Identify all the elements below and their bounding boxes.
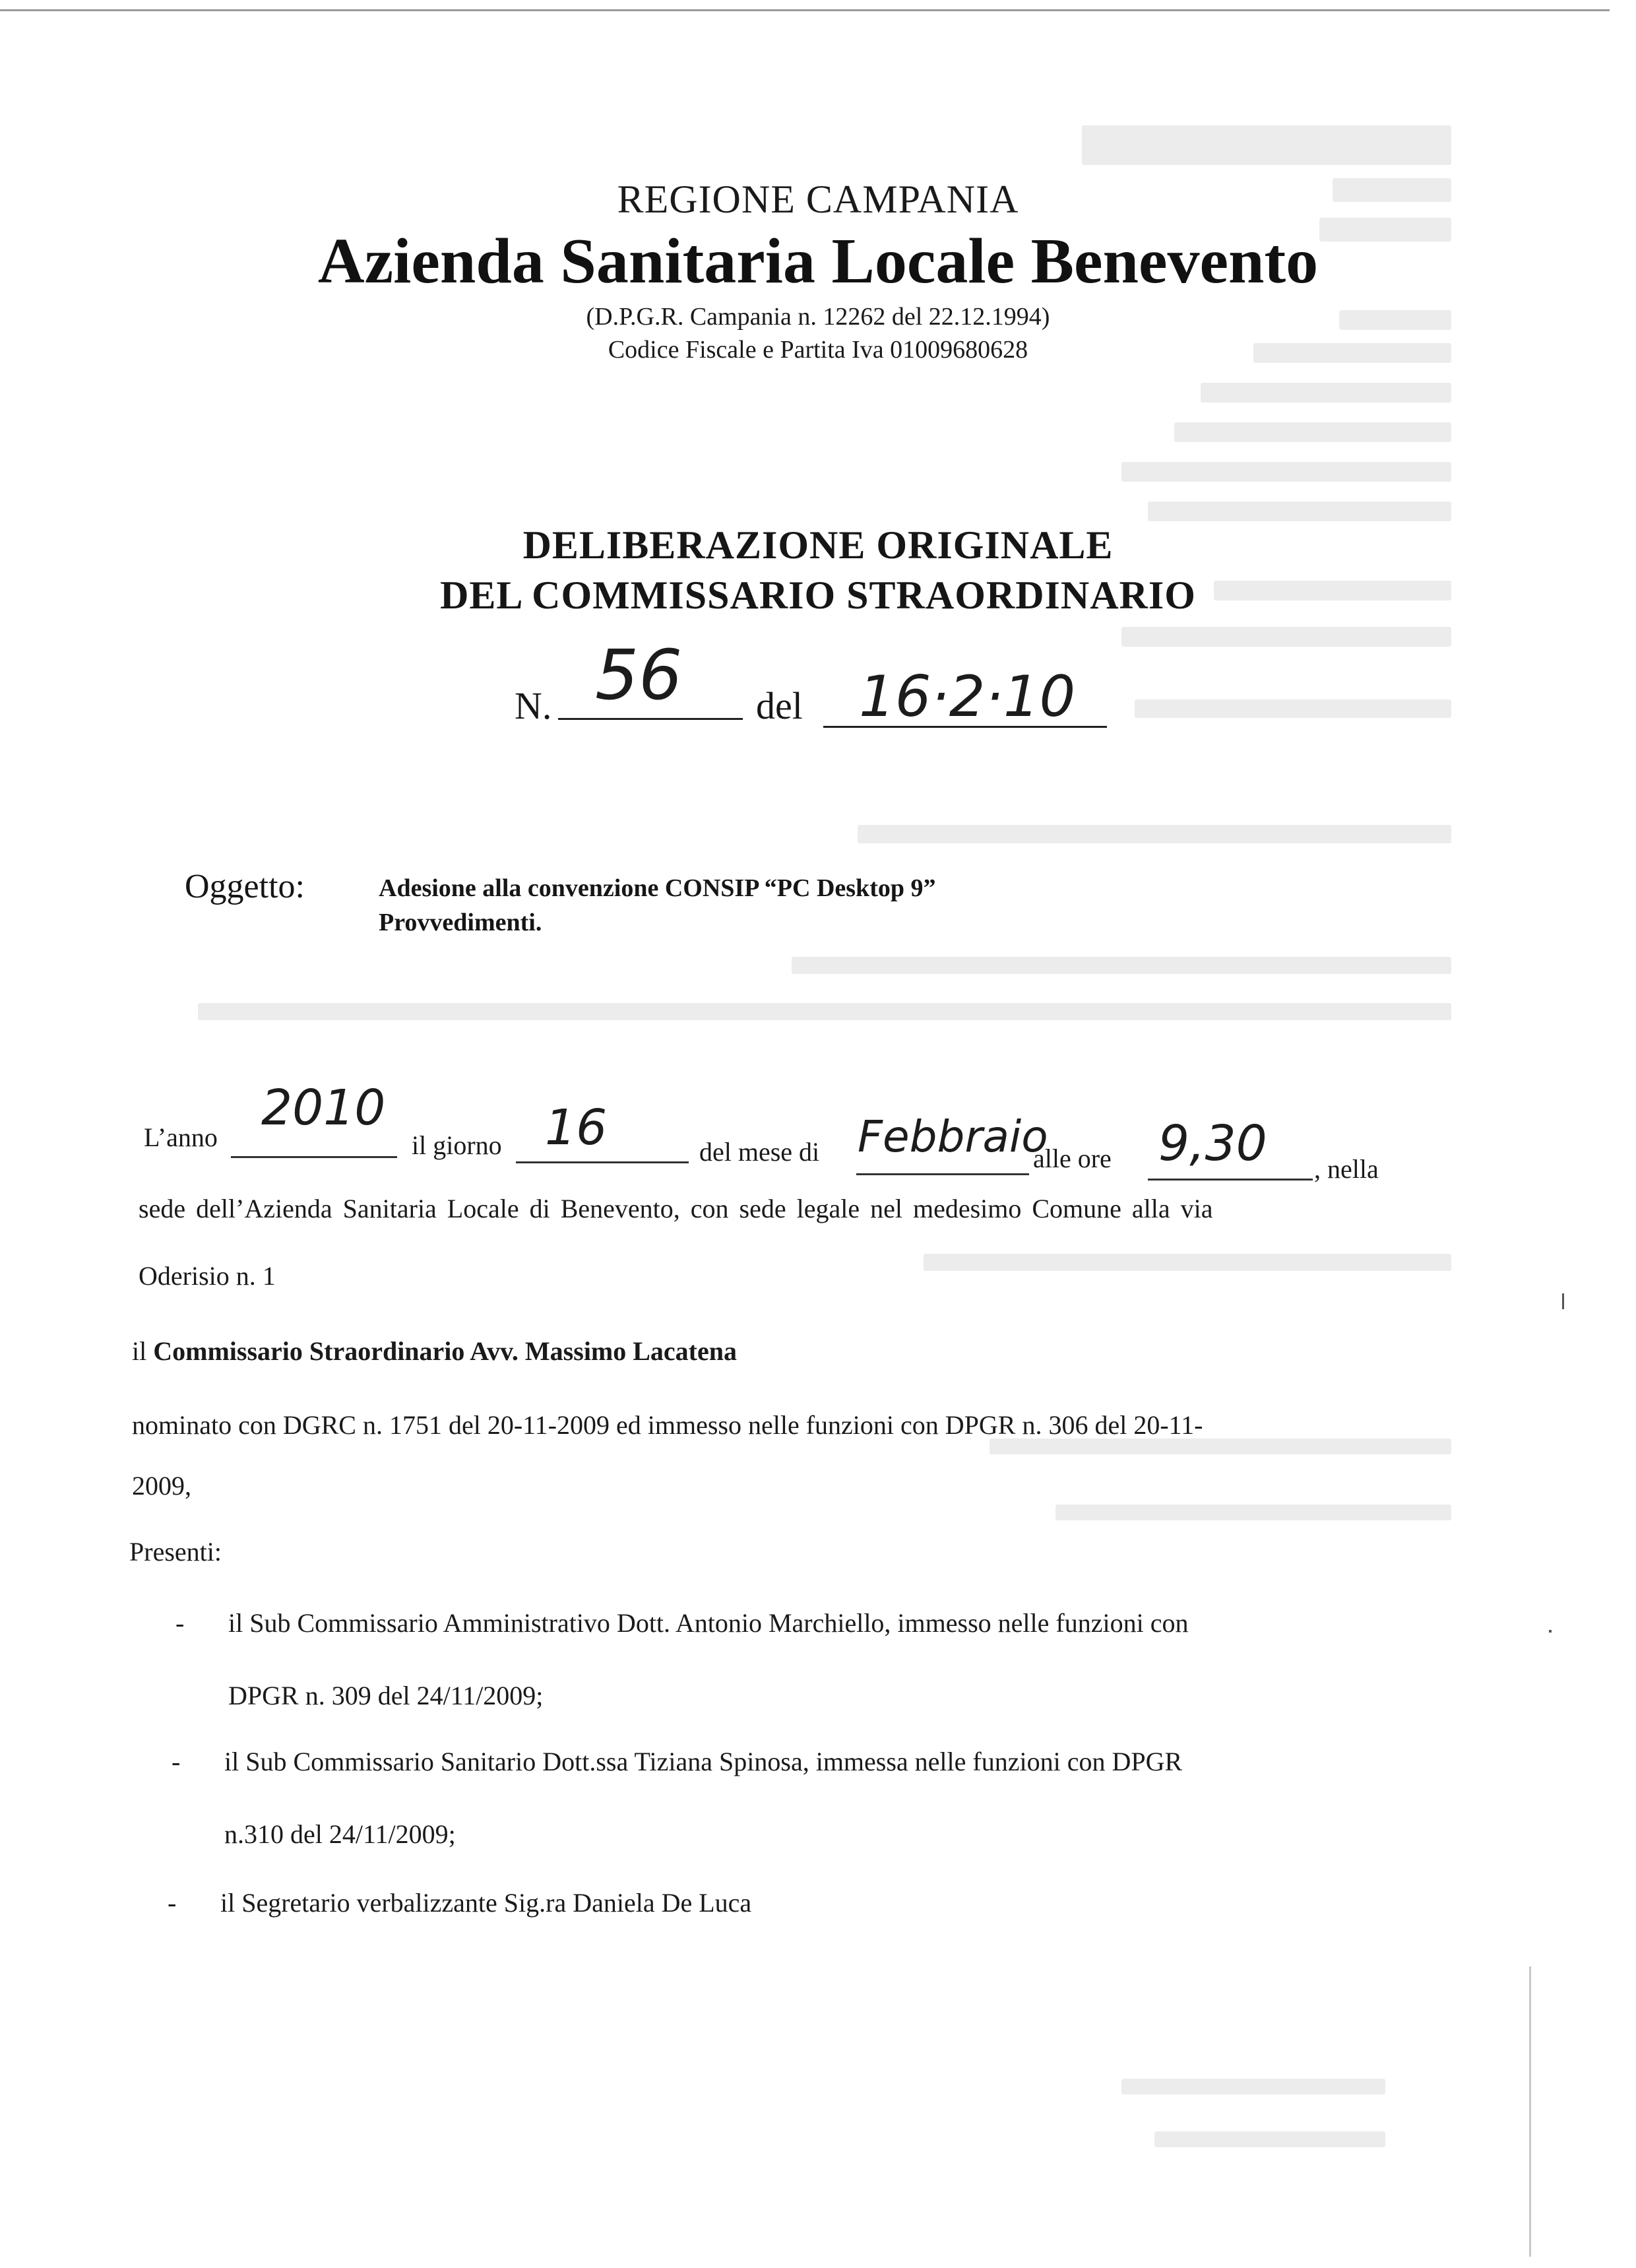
attendee-2-line1: il Sub Commissario Sanitario Dott.ssa Tiziana Spinosa, immessa nelle funzioni con DPGR bbox=[224, 1747, 1183, 1776]
year-blank-line bbox=[231, 1156, 397, 1158]
month-blank-line bbox=[856, 1173, 1029, 1175]
presenti-label: Presenti: bbox=[129, 1537, 222, 1567]
decree-reference: (D.P.G.R. Campania n. 12262 del 22.12.1994) bbox=[586, 303, 1050, 331]
number-blank-line bbox=[558, 718, 743, 720]
document-title-line2: DEL COMMISSARIO STRAORDINARIO bbox=[440, 573, 1196, 617]
attendee-3-line1: il Segretario verbalizzante Sig.ra Daniela De Luca bbox=[220, 1888, 752, 1918]
subject-line2: Provvedimenti. bbox=[379, 909, 542, 936]
handwritten-month: Febbraio bbox=[858, 1111, 1048, 1162]
subject-text bbox=[379, 871, 935, 940]
attendee-3-dash: - bbox=[168, 1888, 177, 1918]
nomination-line1: nominato con DGRC n. 1751 del 20-11-2009 ed immesso nelle funzioni con DPGR n. 306 del 20-11- bbox=[132, 1410, 1203, 1440]
attendee-2-line2: n.310 del 24/11/2009; bbox=[224, 1819, 456, 1849]
date-label: del bbox=[756, 684, 803, 727]
handwritten-hour: 9,30 bbox=[1158, 1115, 1267, 1172]
commissioner-line bbox=[132, 1336, 737, 1367]
attendee-1-dash: - bbox=[175, 1608, 185, 1638]
attendee-1-line2: DPGR n. 309 del 24/11/2009; bbox=[228, 1681, 544, 1710]
scan-edge-shadow bbox=[1529, 1966, 1531, 2257]
commissioner-prefix: il bbox=[132, 1336, 147, 1366]
address-line: Oderisio n. 1 bbox=[139, 1261, 276, 1291]
handwritten-year: 2010 bbox=[261, 1080, 386, 1136]
fiscal-code: Codice Fiscale e Partita Iva 01009680628 bbox=[608, 336, 1028, 364]
scan-edge-dot bbox=[1549, 1630, 1552, 1633]
handwritten-deliberation-date: 16·2·10 bbox=[859, 664, 1076, 730]
commissioner-name: Commissario Straordinario Avv. Massimo Lacatena bbox=[153, 1336, 737, 1366]
nomination-line2: 2009, bbox=[132, 1471, 191, 1501]
day-blank-line bbox=[516, 1161, 689, 1163]
day-label: il giorno bbox=[412, 1130, 502, 1160]
seat-line: sede dell’Azienda Sanitaria Locale di Benevento, con sede legale nel medesimo Comune alla via bbox=[139, 1194, 1213, 1223]
handwritten-deliberation-number: 56 bbox=[595, 635, 683, 715]
attendee-2-dash: - bbox=[172, 1747, 181, 1776]
agency-name-heading: Azienda Sanitaria Locale Benevento bbox=[317, 226, 1319, 297]
hour-blank-line bbox=[1148, 1179, 1313, 1181]
nella-text: , nella bbox=[1314, 1154, 1379, 1184]
scan-edge-mark bbox=[1562, 1293, 1564, 1309]
month-label: del mese di bbox=[699, 1137, 820, 1167]
number-label: N. bbox=[515, 684, 552, 727]
year-label: L’anno bbox=[144, 1122, 218, 1152]
subject-line1: Adesione alla convenzione CONSIP “PC Desktop 9” bbox=[379, 874, 936, 902]
handwritten-day: 16 bbox=[545, 1099, 608, 1156]
attendee-1-line1: il Sub Commissario Amministrativo Dott. Antonio Marchiello, immesso nelle funzioni con bbox=[228, 1608, 1189, 1638]
subject-label: Oggetto: bbox=[185, 868, 305, 905]
hour-label: alle ore bbox=[1033, 1144, 1112, 1173]
document-title-line1: DELIBERAZIONE ORIGINALE bbox=[522, 523, 1114, 567]
region-heading: REGIONE CAMPANIA bbox=[617, 178, 1019, 221]
